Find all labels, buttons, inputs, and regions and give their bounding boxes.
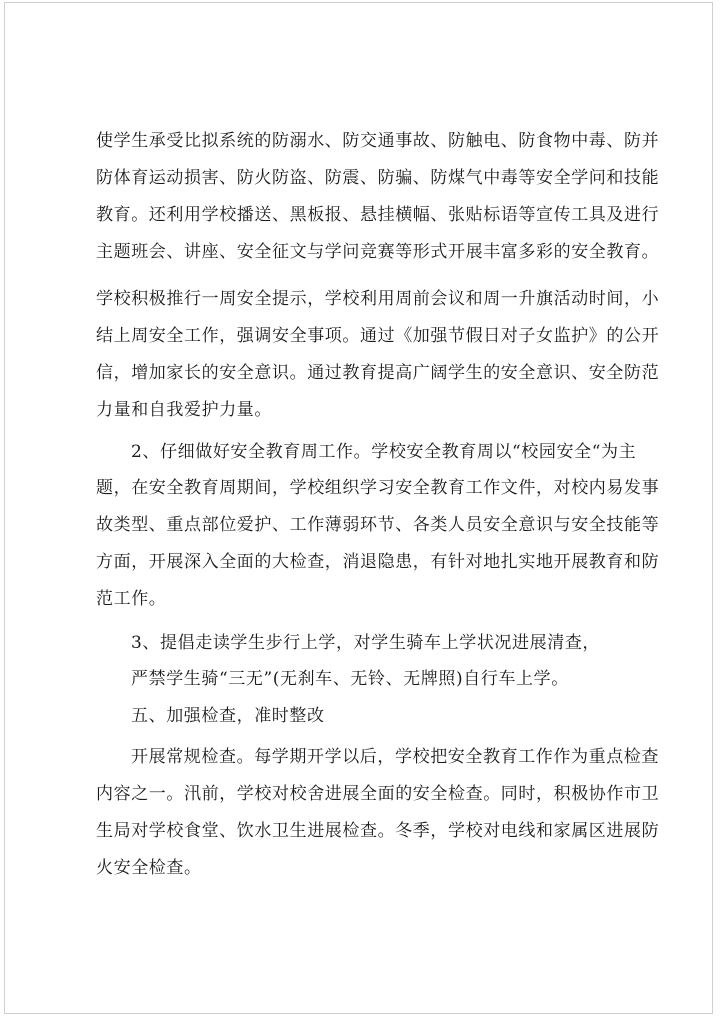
text-line: 生局对学校食堂、饮水卫生进展检查。冬季，学校对电线和家属区进展防	[96, 821, 660, 841]
text-line: 范工作。	[96, 589, 167, 609]
text-line: 教育。还利用学校播送、黑板报、悬挂横幅、张贴标语等宣传工具及进行	[96, 205, 660, 225]
text-line: 火安全检查。	[96, 858, 202, 878]
text-line: 故类型、重点部位爱护、工作薄弱环节、各类人员安全意识与安全技能等	[96, 515, 660, 535]
text-line: 方面，开展深入全面的大检查，消退隐患，有针对地扎实地开展教育和防	[96, 552, 660, 572]
section-heading: 五、加强检查，准时整改	[131, 706, 325, 726]
text-line: 结上周安全工作，强调安全事项。通过《加强节假日对子女监护》的公开	[96, 326, 660, 346]
paragraph-start-line: 开展常规检查。每学期开学以后，学校把安全教育工作作为重点检查	[131, 747, 659, 767]
text-line: 学校积极推行一周安全提示，学校利用周前会议和周一升旗活动时间，小	[96, 289, 660, 309]
text-line: 力量和自我爱护力量。	[96, 400, 272, 420]
paragraph-start-line: 3、提倡走读学生步行上学，对学生骑车上学状况进展清查，	[131, 633, 601, 653]
paragraph-start-line: 严禁学生骑“三无”(无刹车、无铃、无牌照)自行车上学。	[131, 669, 569, 689]
text-line: 主题班会、讲座、安全征文与学问竞赛等形式开展丰富多彩的安全教育。	[96, 242, 660, 262]
text-line: 信，增加家长的安全意识。通过教育提高广阔学生的安全意识、安全防范	[96, 363, 660, 383]
text-line: 使学生承受比拟系统的防溺水、防交通事故、防触电、防食物中毒、防并	[96, 131, 660, 151]
text-line: 题，在安全教育周期间，学校组织学习安全教育工作文件，对校内易发事	[96, 478, 660, 498]
text-line: 防体育运动损害、防火防盗、防震、防骗、防煤气中毒等安全学问和技能	[96, 168, 660, 188]
paragraph-start-line: 2、仔细做好安全教育周工作。学校安全教育周以“校园安全“为主	[131, 442, 637, 462]
text-line: 内容之一。汛前，学校对校舍进展全面的安全检查。同时，积极协作市卫	[96, 784, 660, 804]
